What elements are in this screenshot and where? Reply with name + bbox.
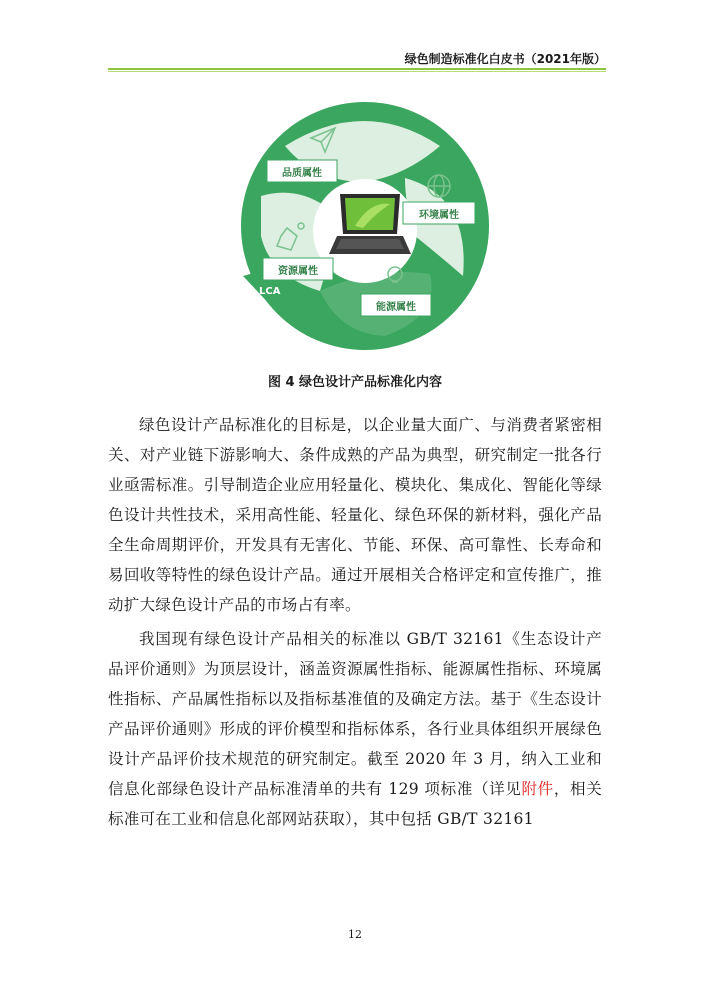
paragraph-2-part-2: ，相关标准可在工业和信息化部网站获取），其中包括 GB/T 32161	[108, 780, 602, 828]
lca-label: LCA	[259, 286, 281, 297]
paragraph-1: 绿色设计产品标准化的目标是，以企业量大面广、与消费者紧密相关、对产业链下游影响大、条件成熟的产品为典型，研究制定一批各行业亟需标准。引导制造企业应用轻量化、模块化、集成化、智能化等绿色设计共性技术，采用高性能、轻量化、绿色环保的新材料，强化产品全生命周期评价，开发具有无害化、节能、环保、高可靠性、长寿命和易回收等特性的绿色设计产品。通过开展相关合格评定和宣传推广，推动扩大绿色设计产品的市场占有率。	[108, 416, 602, 614]
paragraph-2-part-1: 我国现有绿色设计产品相关的标准以 GB/T 32161《生态设计产品评价通则》为顶层设计，涵盖资源属性指标、能源属性指标、环境属性指标、产品属性指标以及指标基准值的及确定方法。基于《生态设计产品评价通则》形成的评价模型和指标体系，各行业具体组织开展绿色设计产品评价技术规范的研究制定。截至 2020 年 3 月，纳入工业和信息化部绿色设计产品标准清单的共有 129 项标准（详见	[108, 630, 602, 798]
appendix-link[interactable]: 附件	[521, 780, 554, 798]
body-text	[108, 410, 602, 838]
header-divider-thin	[108, 71, 606, 72]
label-quality	[267, 160, 337, 182]
svg-text:品质属性: 品质属性	[282, 168, 322, 179]
page-number: 12	[348, 928, 362, 941]
header-divider	[108, 68, 606, 70]
svg-text:环境属性: 环境属性	[419, 210, 459, 221]
figure-caption: 图 4 绿色设计产品标准化内容	[267, 375, 443, 390]
svg-text:资源属性: 资源属性	[278, 266, 318, 277]
label-resource	[263, 258, 333, 280]
label-energy	[361, 294, 431, 316]
label-environment	[403, 202, 475, 224]
svg-text:能源属性: 能源属性	[376, 302, 416, 313]
paragraph-2	[108, 624, 602, 834]
green-design-figure	[225, 86, 505, 366]
header-title: 绿色制造标准化白皮书（2021年版）	[404, 52, 606, 66]
